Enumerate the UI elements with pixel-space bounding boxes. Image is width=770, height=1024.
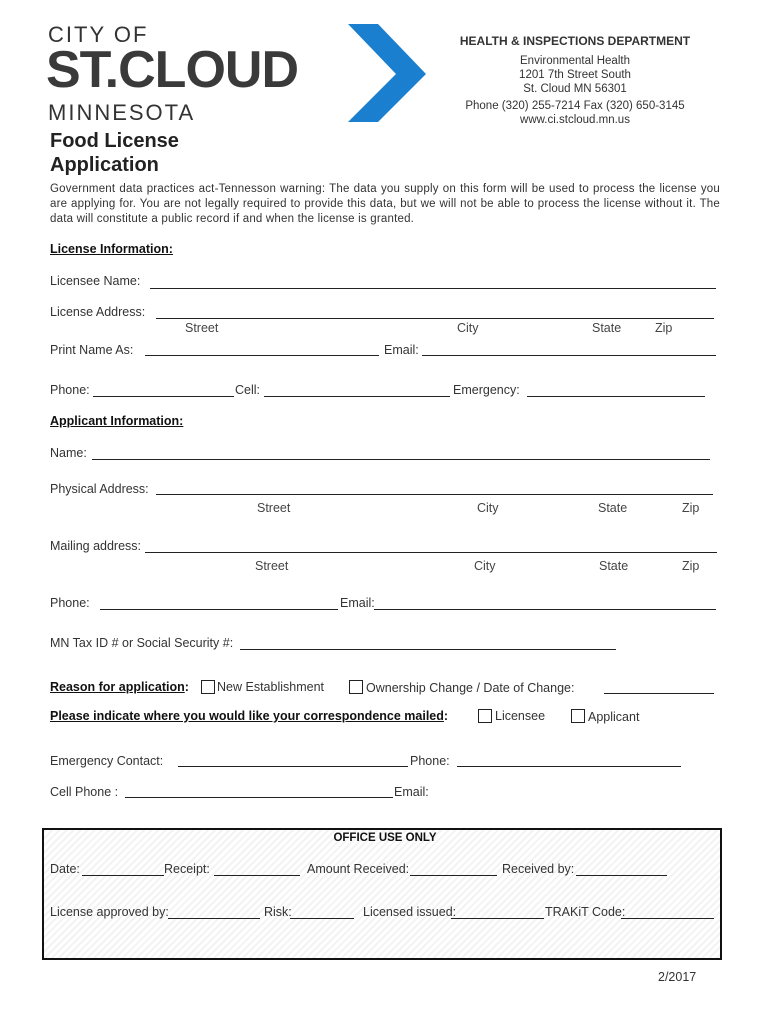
office-issued-field[interactable] xyxy=(451,918,544,919)
office-risk-field[interactable] xyxy=(290,918,354,919)
applicant-info-heading: Applicant Information: xyxy=(50,414,184,428)
dept-phone-fax: Phone (320) 255-7214 Fax (320) 650-3145 xyxy=(465,100,685,112)
print-name-label: Print Name As: xyxy=(50,343,134,357)
dept-division: Environmental Health xyxy=(520,55,630,67)
office-date-label: Date: xyxy=(50,862,80,876)
office-receipt-label: Receipt: xyxy=(164,862,210,876)
cell-email-label: Email: xyxy=(394,785,429,799)
mailing-street-caption: Street xyxy=(255,559,289,573)
office-received-by-label: Received by: xyxy=(502,862,575,876)
correspondence-label xyxy=(50,709,448,723)
dept-street: 1201 7th Street South xyxy=(519,69,631,81)
physical-state-caption: State xyxy=(598,501,628,515)
license-emergency-field[interactable] xyxy=(527,396,705,397)
form-title-line2: Application xyxy=(50,154,159,176)
cell-phone-field[interactable] xyxy=(125,797,393,798)
reason-label xyxy=(50,680,189,694)
emergency-contact-label: Emergency Contact: xyxy=(50,754,164,768)
applicant-option-label: Applicant xyxy=(588,710,640,724)
license-email-field[interactable] xyxy=(422,355,716,356)
cell-phone-label: Cell Phone : xyxy=(50,785,119,799)
mailing-address-field[interactable] xyxy=(145,552,717,553)
office-use-title: OFFICE USE ONLY xyxy=(333,832,437,844)
logo-city-text: CITY OF xyxy=(48,22,149,47)
office-date-field[interactable] xyxy=(82,875,164,876)
ownership-change-checkbox[interactable] xyxy=(349,680,363,694)
office-approved-by-label: License approved by: xyxy=(50,905,169,919)
reason-label-text: Reason for application xyxy=(50,680,185,694)
office-use-box xyxy=(42,828,722,960)
applicant-email-label: Email: xyxy=(340,596,375,610)
license-cell-field[interactable] xyxy=(264,396,450,397)
license-state-caption: State xyxy=(592,321,622,335)
mailing-address-label: Mailing address: xyxy=(50,539,142,553)
applicant-email-field[interactable] xyxy=(374,609,716,610)
applicant-name-field[interactable] xyxy=(92,459,710,460)
license-city-caption: City xyxy=(457,321,479,335)
data-practices-warning: Government data practices act-Tennesson warning: The data you supply on this form will be used to process the license you are applying for. You are not legally required to provide this data, but we will not be able to process the license without it. The data will constitute a public record if and when the license is granted. xyxy=(50,183,720,225)
tax-id-label: MN Tax ID # or Social Security #: xyxy=(50,636,234,650)
applicant-phone-label: Phone: xyxy=(50,596,90,610)
license-emergency-label: Emergency: xyxy=(453,383,520,397)
logo-state-text: MINNESOTA xyxy=(48,100,196,125)
applicant-name-label: Name: xyxy=(50,446,87,460)
revision-date: 2/2017 xyxy=(658,970,697,984)
mailing-zip-caption: Zip xyxy=(682,559,700,573)
tax-id-field[interactable] xyxy=(240,649,616,650)
office-approved-by-field[interactable] xyxy=(168,918,260,919)
dept-city: St. Cloud MN 56301 xyxy=(523,83,627,95)
licensee-option-label: Licensee xyxy=(495,709,546,723)
office-trakit-label: TRAKiT Code: xyxy=(545,905,626,919)
license-phone-label: Phone: xyxy=(50,383,90,397)
emergency-phone-label: Phone: xyxy=(410,754,450,768)
new-establishment-checkbox[interactable] xyxy=(201,680,215,694)
licensee-name-field[interactable] xyxy=(150,288,716,289)
mailing-city-caption: City xyxy=(474,559,496,573)
office-amount-field[interactable] xyxy=(410,875,497,876)
dept-web: www.ci.stcloud.mn.us xyxy=(520,114,630,126)
physical-zip-caption: Zip xyxy=(682,501,700,515)
licensee-checkbox[interactable] xyxy=(478,709,492,723)
print-name-field[interactable] xyxy=(145,355,379,356)
license-address-label: License Address: xyxy=(50,305,146,319)
physical-city-caption: City xyxy=(477,501,499,515)
licensee-name-label: Licensee Name: xyxy=(50,274,141,288)
ownership-change-date-field[interactable] xyxy=(604,693,714,694)
license-zip-caption: Zip xyxy=(655,321,673,335)
emergency-phone-field[interactable] xyxy=(457,766,681,767)
reason-colon: : xyxy=(184,680,189,694)
logo-chevron-icon xyxy=(348,24,428,124)
license-phone-field[interactable] xyxy=(93,396,234,397)
mailing-state-caption: State xyxy=(599,559,629,573)
license-email-label: Email: xyxy=(384,343,419,357)
correspondence-colon: : xyxy=(443,709,449,723)
form-title-line1: Food License xyxy=(50,130,179,152)
new-establishment-label: New Establishment xyxy=(217,680,324,694)
license-cell-label: Cell: xyxy=(235,383,261,397)
correspondence-label-text: Please indicate where you would like your correspondence mailed xyxy=(50,709,444,723)
applicant-checkbox[interactable] xyxy=(571,709,585,723)
license-street-caption: Street xyxy=(185,321,219,335)
license-address-field[interactable] xyxy=(156,318,714,319)
physical-street-caption: Street xyxy=(257,501,291,515)
office-amount-label: Amount Received: xyxy=(307,862,410,876)
logo-name-text: ST.CLOUD xyxy=(46,41,298,99)
applicant-phone-field[interactable] xyxy=(100,609,338,610)
license-info-heading: License Information: xyxy=(50,242,173,256)
ownership-change-label: Ownership Change / Date of Change: xyxy=(366,681,575,695)
physical-address-field[interactable] xyxy=(156,494,713,495)
office-received-by-field[interactable] xyxy=(576,875,667,876)
office-receipt-field[interactable] xyxy=(214,875,300,876)
dept-name: HEALTH & INSPECTIONS DEPARTMENT xyxy=(459,34,691,48)
office-risk-label: Risk: xyxy=(264,905,292,919)
emergency-contact-field[interactable] xyxy=(178,766,408,767)
office-trakit-field[interactable] xyxy=(621,918,714,919)
office-issued-label: Licensed issued: xyxy=(363,905,457,919)
physical-address-label: Physical Address: xyxy=(50,482,149,496)
